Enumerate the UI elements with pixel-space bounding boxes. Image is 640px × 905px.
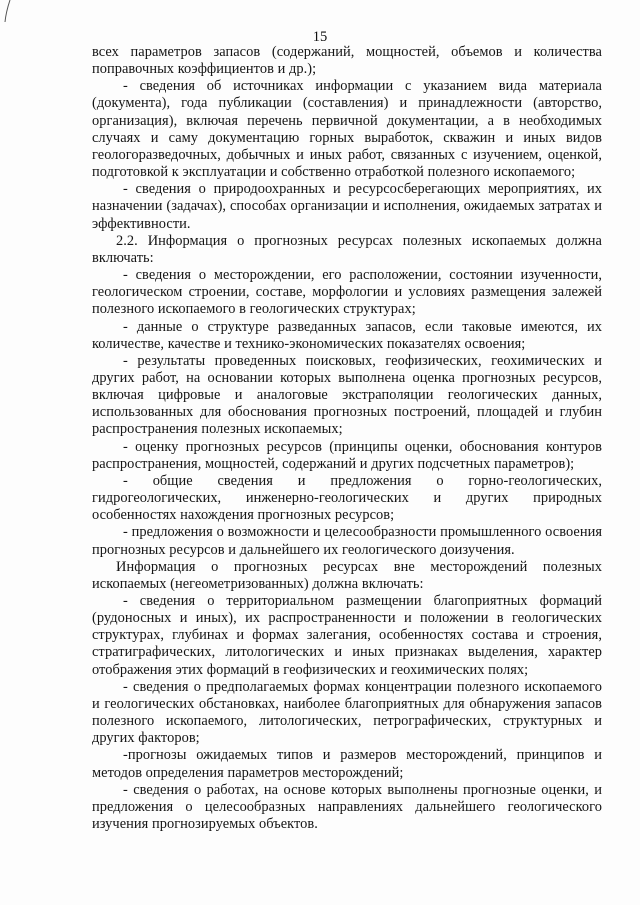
paragraph-continuation: всех параметров запасов (содержаний, мощностей, объемов и количества поправочных коэффициентов и др.); — [92, 44, 602, 78]
page-number: 15 — [312, 29, 328, 45]
list-item-environmental-measures: - сведения о природоохранных и ресурсосберегающих мероприятиях, их назначении (задачах), способах организации и исполнения, ожидаемых затратах и эффективности. — [92, 181, 602, 232]
list-item-reserve-structure: - данные о структуре разведанных запасов, если таковые имеются, их количестве, качестве и технико-экономических показателях освоения; — [92, 318, 602, 352]
section-2-2-heading-paragraph: 2.2. Информация о прогнозных ресурсах полезных ископаемых должна включать: — [92, 232, 602, 266]
list-item-forecasts: -прогнозы ожидаемых типов и размеров месторождений, принципов и методов определения параметров месторождений; — [92, 747, 602, 781]
list-item-deposit-info: - сведения о месторождении, его расположении, состоянии изученности, геологическом строении, составе, морфологии и условиях размещения залежей полезного ископаемого в геологических структурах; — [92, 267, 602, 318]
list-item-survey-results: - результаты проведенных поисковых, геофизических, геохимических и других работ, на основании которых выполнена оценка прогнозных ресурсов, включая цифровые и аналоговые экстраполяции геологических данных, использованных для обоснования прогнозных построений, площадей и глубин распространения полезных ископаемых; — [92, 352, 602, 438]
list-item-general-info: - общие сведения и предложения о горно-геологических, гидрогеологических, инженерно-геологических и других природных особенностях нахождения прогнозных ресурсов; — [92, 472, 602, 524]
scan-corner-mark-icon — [3, 0, 13, 22]
list-item-development-proposals: - предложения о возможности и целесообразности промышленного освоения прогнозных ресурсов и дальнейшего их геологического доизучения. — [92, 524, 602, 558]
paragraph-outside-deposits: Информация о прогнозных ресурсах вне месторождений полезных ископаемых (негеометризованных) должна включать: — [92, 558, 602, 592]
page-body — [92, 44, 602, 833]
list-item-resource-assessment: - оценку прогнозных ресурсов (принципы оценки, обоснования контуров распространения, мощностей, содержаний и других подсчетных параметров); — [92, 438, 602, 472]
list-item-works-info: - сведения о работах, на основе которых выполнены прогнозные оценки, и предложения о целесообразных направлениях дальнейшего геологического изучения прогнозируемых объектов. — [92, 781, 602, 833]
list-item-formations: - сведения о территориальном размещении благоприятных формаций (рудоносных и иных), их распространенности и положении в геологических структурах, глубинах и формах залегания, особенностях состава и строения, стратиграфических, литологических и иных признаках выделения, характер отображения этих формаций в геофизических и геохимических полях; — [92, 593, 602, 678]
list-item-concentration-forms: - сведения о предполагаемых формах концентрации полезного ископаемого и геологических обстановках, наиболее благоприятных для обнаружения запасов полезного ископаемого, литологических, петрографических, структурных и других факторов; — [92, 678, 602, 747]
list-item-information-sources: - сведения об источниках информации с указанием вида материала (документа), года публикации (составления) и принадлежности (авторство, организация), включая перечень первичной документации, а в необходимых случаях и саму документацию горных выработок, скважин и иных видов геологоразведочных, добычных и иных работ, связанных с изучением, оценкой, подготовкой к эксплуатации и собственно отработкой полезного ископаемого; — [92, 78, 602, 181]
